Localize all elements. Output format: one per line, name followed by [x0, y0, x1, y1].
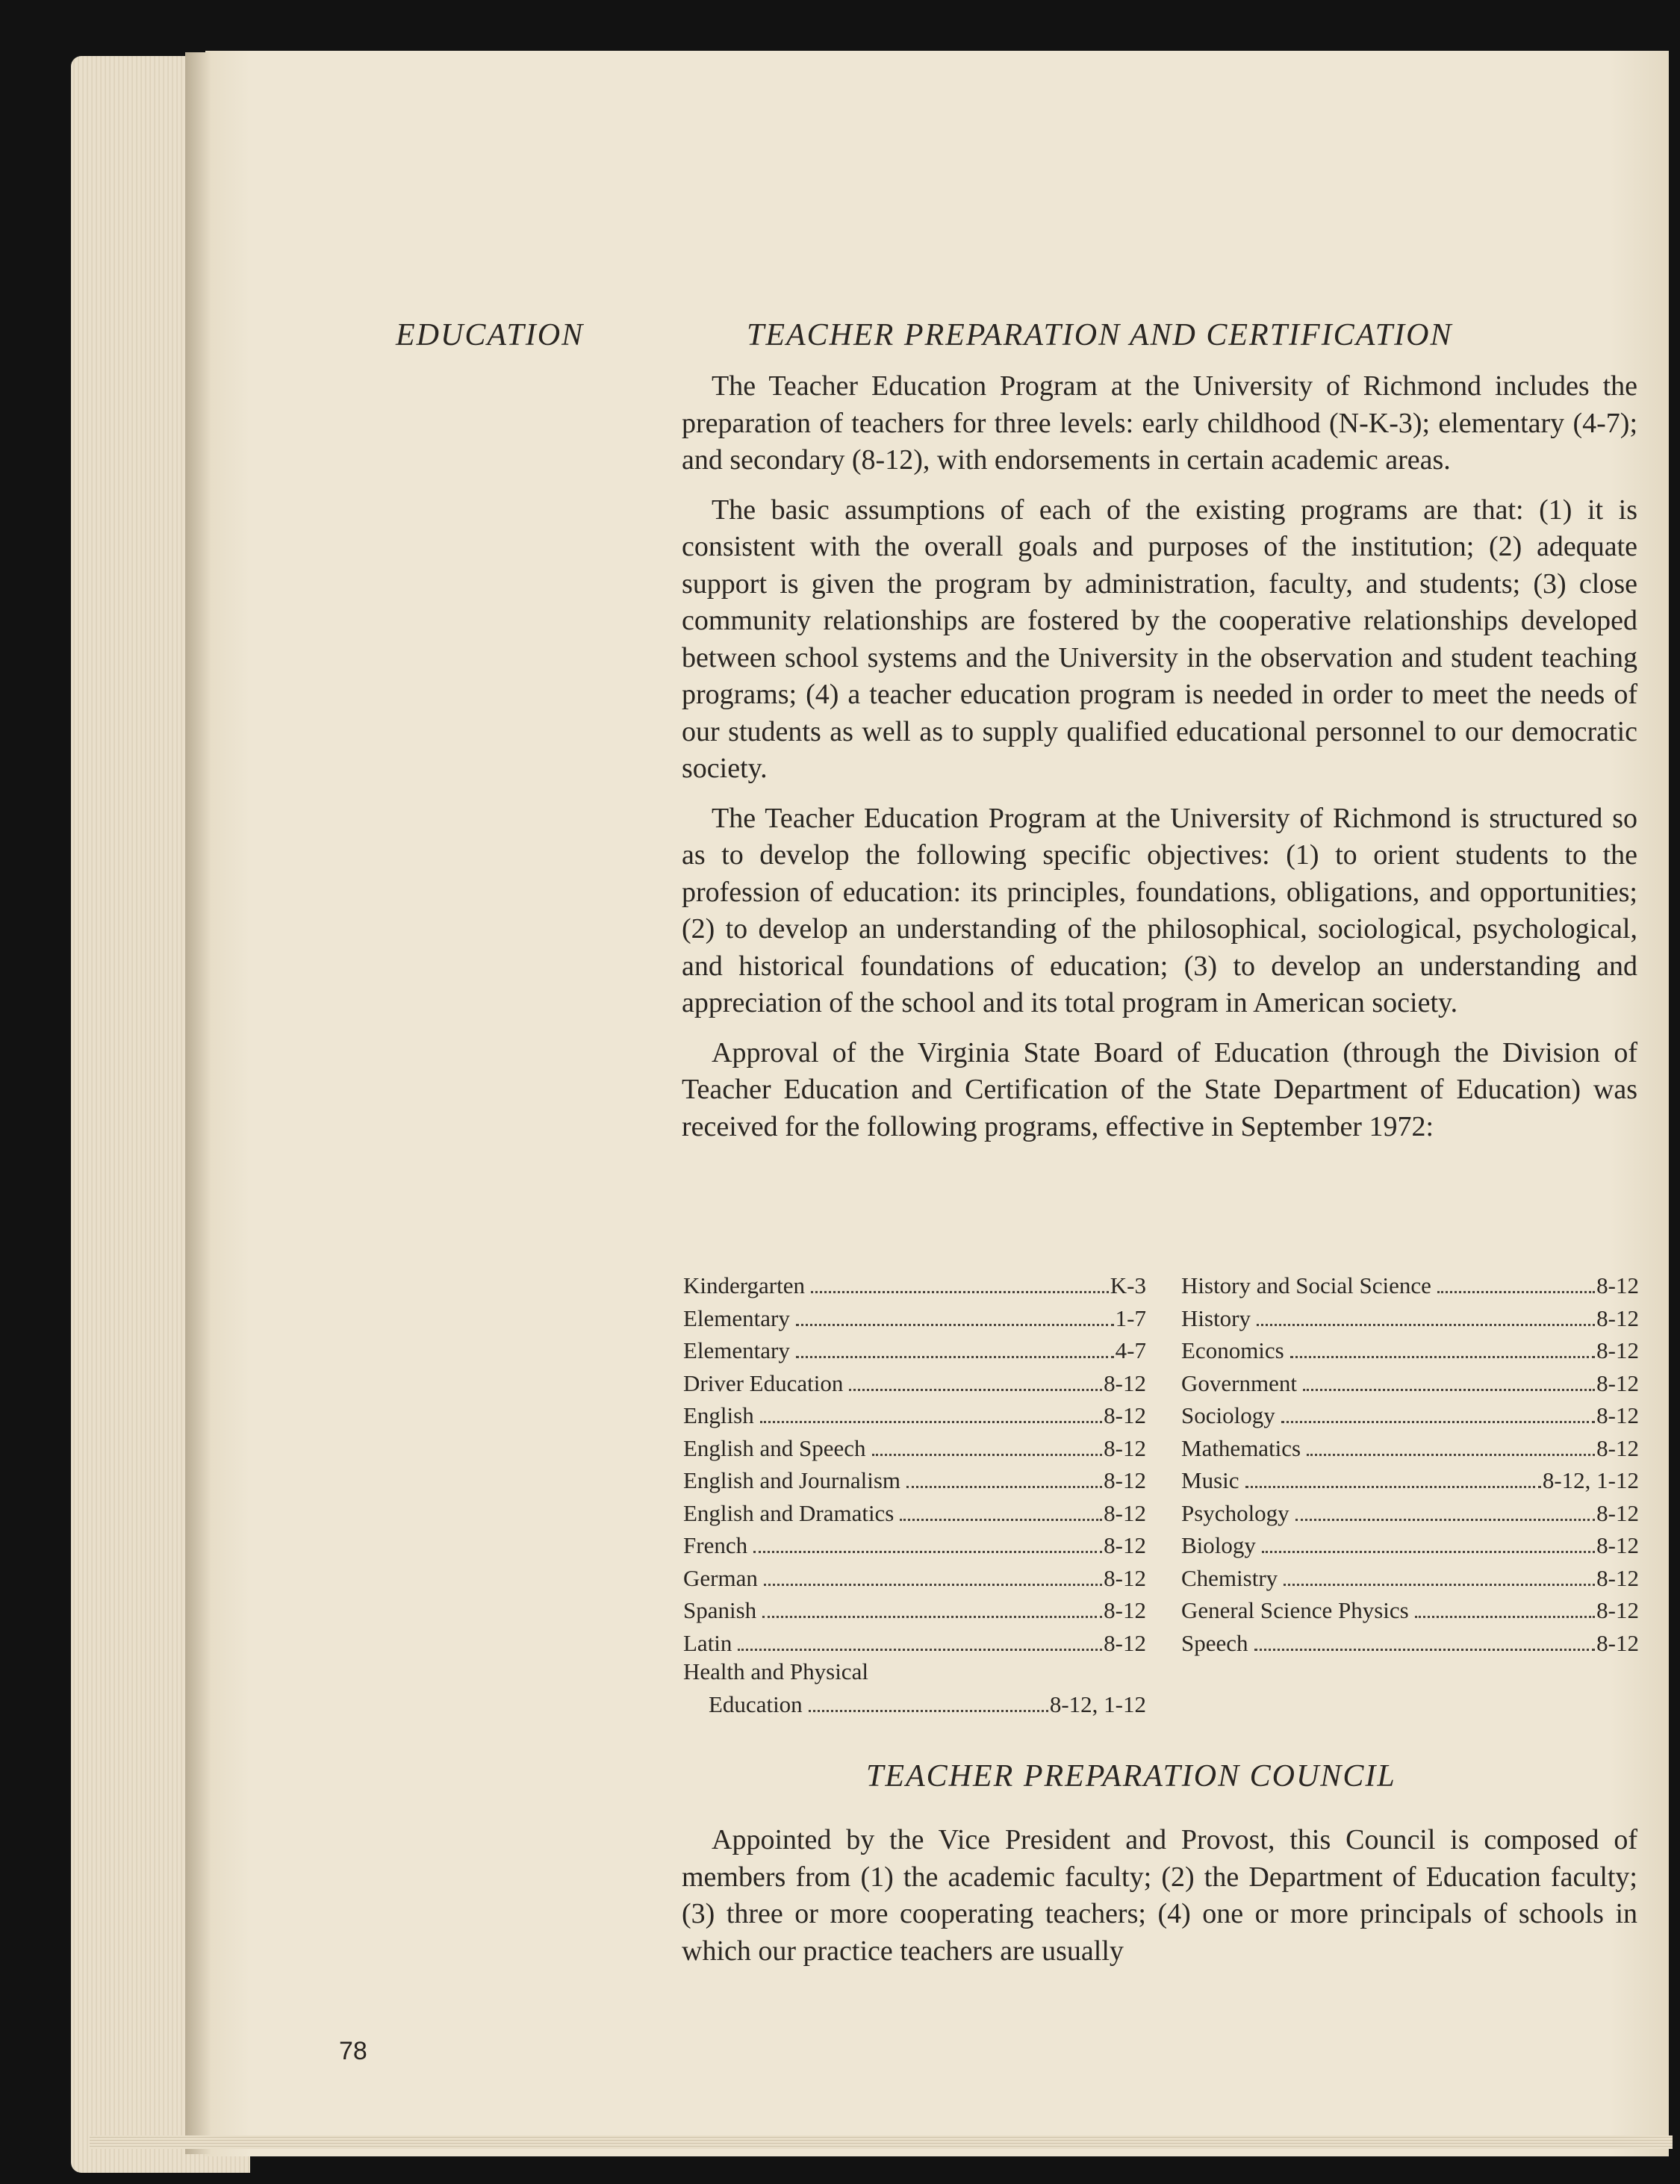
program-list-left [683, 1268, 1146, 1719]
section-main-heading: TEACHER PREPARATION AND CERTIFICATION [747, 318, 1453, 352]
section-side-heading: EDUCATION [396, 318, 585, 352]
list-item: Music 8-12, 1-12 [1181, 1463, 1639, 1496]
list-item: English and Speech 8-12 [683, 1431, 1146, 1463]
paragraph-approval: Approval of the Virginia State Board of Education (through the Division of Teacher Education and Certification of the State Department of Education) was received for the following programs, effective in September 1972: [682, 1036, 1637, 1142]
list-item: English and Journalism 8-12 [683, 1463, 1146, 1496]
list-item: Latin 8-12 [683, 1625, 1146, 1658]
list-item: English and Dramatics 8-12 [683, 1496, 1146, 1528]
list-item: German 8-12 [683, 1561, 1146, 1593]
paragraph-assumptions: The basic assumptions of each of the existing programs are that: (1) it is consistent with the overall goals and purposes of the institution; (2) adequate support is given the program by administration, faculty, and students; (3) close community relationships are fostered by the cooperative relationships developed between school systems and the University in the observation and student teaching programs; (4) a teacher education program is needed in order to meet the needs of our students as well as to supply qualified educational personnel to our democratic society. [682, 494, 1637, 784]
council-heading: TEACHER PREPARATION COUNCIL [866, 1759, 1396, 1793]
binding-shadow [185, 52, 211, 2154]
list-item: Elementary 1-7 [683, 1301, 1146, 1334]
list-item: General Science Physics 8-12 [1181, 1593, 1639, 1625]
list-item: Chemistry 8-12 [1181, 1561, 1639, 1593]
body-column [682, 368, 1637, 1158]
list-item: History and Social Science 8-12 [1181, 1268, 1639, 1301]
paragraph-objectives: The Teacher Education Program at the University of Richmond is structured so as to develop the following specific objectives: (1) to orient students to the profession of education: its principles, foundations, obligations, and opportunities; (2) to develop an understanding of the philosophical, sociological, psychological, and historical foundations of education; (3) to develop an understanding and appreciation of the school and its total program in American society. [682, 802, 1637, 1018]
list-item-hpe-line2: Education 8-12, 1-12 [683, 1687, 1146, 1720]
list-item: Government 8-12 [1181, 1366, 1639, 1399]
list-item: History 8-12 [1181, 1301, 1639, 1334]
list-item: French 8-12 [683, 1528, 1146, 1561]
program-list-right [1181, 1268, 1639, 1658]
list-item: Kindergarten K-3 [683, 1268, 1146, 1301]
page-number: 78 [339, 2037, 367, 2065]
list-item: Economics 8-12 [1181, 1333, 1639, 1366]
list-item: Sociology 8-12 [1181, 1398, 1639, 1431]
list-item: Mathematics 8-12 [1181, 1431, 1639, 1463]
list-item: Psychology 8-12 [1181, 1496, 1639, 1528]
list-item: English 8-12 [683, 1398, 1146, 1431]
list-item: Biology 8-12 [1181, 1528, 1639, 1561]
list-item: Speech 8-12 [1181, 1625, 1639, 1658]
page-bottom-edge [90, 2135, 1673, 2149]
paragraph-council: Appointed by the Vice President and Provost, this Council is composed of members from (1) the academic faculty; (2) the Department of Education faculty; (3) three or more cooperating teachers; (4) one or more principals of schools in which our practice teachers are usually [682, 1824, 1637, 1967]
list-item-hpe-line1: Health and Physical [683, 1658, 868, 1684]
list-item: Spanish 8-12 [683, 1593, 1146, 1625]
paragraph-levels: The Teacher Education Program at the University of Richmond includes the preparation of teachers for three levels: early childhood (N-K-3); elementary (4-7); and secondary (8-12), with endorsements in certain academic areas. [682, 370, 1637, 476]
list-item: Elementary 4-7 [683, 1333, 1146, 1366]
list-item: Driver Education 8-12 [683, 1366, 1146, 1399]
council-body [682, 1822, 1637, 1982]
